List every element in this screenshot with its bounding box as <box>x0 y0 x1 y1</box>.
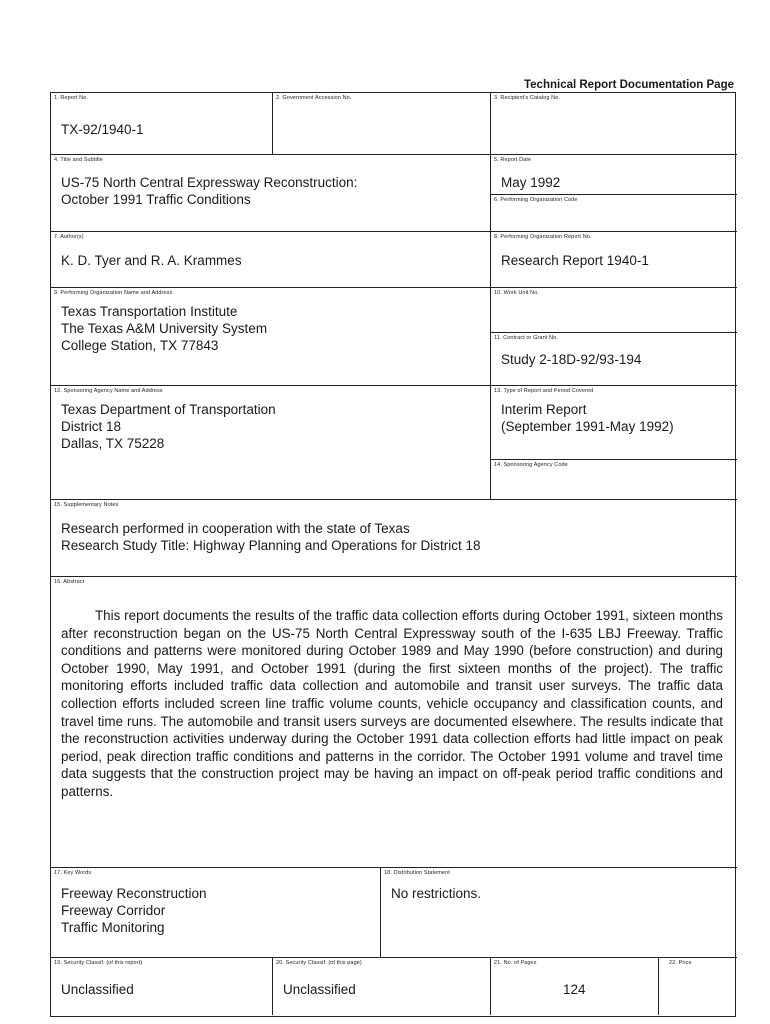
sponsor-label: 12. Sponsoring Agency Name and Address <box>54 388 163 394</box>
performing-org-field <box>51 288 491 386</box>
title-line: US-75 North Central Expressway Reconstruction: <box>61 175 358 190</box>
abstract-label: 16. Abstract <box>54 579 85 585</box>
performing-org-line: College Station, TX 77843 <box>61 338 219 353</box>
work-unit-label: 10. Work Unit No. <box>494 290 540 296</box>
contract-label: 11. Contract or Grant No. <box>494 335 558 341</box>
catalog-no-field <box>491 93 737 155</box>
authors-label: 7. Author(s) <box>54 234 84 240</box>
report-no-field <box>51 93 273 155</box>
org-report-no-label: 8. Performing Organization Report No. <box>494 234 592 240</box>
key-words-field <box>51 868 381 958</box>
abstract-text: This report documents the results of the traffic data collection efforts during October 1991, sixteen months after reconstruction began on the US-75 North Central Expressway south of the I-635 LBJ Freeway. Traffic conditions and patterns were monitored during October 1989 and May 1990 (before construction) and during October 1990, May 1991, and October 1991 (during the first sixteen months of the project). The traffic monitoring efforts included traffic data collection and automobile and transit user surveys. The traffic data collection efforts included screen line traffic volume counts, vehicle occupancy and classification counts, and travel time runs. The automobile and transit users surveys are documented elsewhere. The results indicate that the reconstruction activities underway during the October 1991 data collection efforts had little impact on peak period, peak direction traffic conditions and patterns in the corridor. The October 1991 volume and travel time data suggests that the construction project may be having an impact on off-peak period traffic conditions and patterns. <box>61 608 723 799</box>
security-report-field <box>51 958 273 1015</box>
sponsor-line: District 18 <box>61 419 122 434</box>
security-report-value: Unclassified <box>61 982 134 997</box>
performing-org-value <box>61 303 267 354</box>
key-word-item: Freeway Corridor <box>61 903 166 918</box>
report-date-label: 5. Report Date <box>494 157 532 163</box>
documentation-form <box>50 92 736 1017</box>
performing-org-line: Texas Transportation Institute <box>61 304 238 319</box>
org-report-no-field <box>491 232 737 288</box>
notes-value <box>61 520 480 554</box>
sponsor-line: Texas Department of Transportation <box>61 402 276 417</box>
report-type-line: Interim Report <box>501 402 587 417</box>
sponsor-field <box>51 386 491 500</box>
contract-value: Study 2-18D-92/93-194 <box>501 352 642 367</box>
report-date-field <box>491 155 737 195</box>
pages-label: 21. No. of Pages <box>494 960 537 966</box>
key-word-item: Freeway Reconstruction <box>61 886 207 901</box>
sponsor-line: Dallas, TX 75228 <box>61 436 165 451</box>
report-type-field <box>491 386 737 460</box>
security-report-label: 19. Security Classif. (of this report) <box>54 960 143 966</box>
distribution-value: No restrictions. <box>391 886 482 901</box>
abstract-field <box>51 577 737 868</box>
gov-accession-field <box>273 93 491 155</box>
key-word-item: Traffic Monitoring <box>61 920 165 935</box>
pages-field <box>491 958 659 1015</box>
sponsor-code-field <box>491 460 737 500</box>
pages-value: 124 <box>563 982 586 997</box>
key-words-value <box>61 885 207 936</box>
title-field <box>51 155 491 232</box>
security-page-value: Unclassified <box>283 982 356 997</box>
title-label: 4. Title and Subtitle <box>54 157 103 163</box>
notes-label: 15. Supplementary Notes <box>54 502 119 508</box>
security-page-field <box>273 958 491 1015</box>
report-no-value: TX-92/1940-1 <box>61 122 144 137</box>
contract-field <box>491 333 737 386</box>
report-date-value: May 1992 <box>501 175 561 190</box>
price-field <box>659 958 735 1015</box>
org-code-label: 6. Performing Organization Code <box>494 197 578 203</box>
report-type-line: (September 1991-May 1992) <box>501 419 674 434</box>
distribution-label: 18. Distribution Statement <box>384 870 450 876</box>
performing-org-label: 9. Performing Organization Name and Address <box>54 290 173 296</box>
notes-line: Research Study Title: Highway Planning and Operations for District 18 <box>61 538 481 553</box>
page-heading: Technical Report Documentation Page <box>523 79 734 91</box>
authors-value: K. D. Tyer and R. A. Krammes <box>61 253 242 268</box>
security-page-label: 20. Security Classif. (of this page) <box>276 960 362 966</box>
title-line: October 1991 Traffic Conditions <box>61 192 251 207</box>
notes-line: Research performed in cooperation with the state of Texas <box>61 521 410 536</box>
catalog-no-label: 3. Recipient's Catalog No. <box>494 95 561 101</box>
authors-field <box>51 232 491 288</box>
work-unit-field <box>491 288 737 333</box>
gov-accession-label: 2. Government Accession No. <box>276 95 352 101</box>
price-label: 22. Price <box>669 960 692 966</box>
performing-org-line: The Texas A&M University System <box>61 321 268 336</box>
sponsor-value <box>61 401 276 452</box>
org-code-field <box>491 195 737 232</box>
key-words-label: 17. Key Words <box>54 870 92 876</box>
report-type-label: 13. Type of Report and Period Covered <box>494 388 594 394</box>
notes-field <box>51 500 737 577</box>
report-type-value <box>501 401 674 435</box>
org-report-no-value: Research Report 1940-1 <box>501 253 649 268</box>
title-value <box>61 174 357 208</box>
distribution-field <box>381 868 737 958</box>
sponsor-code-label: 14. Sponsoring Agency Code <box>494 462 568 468</box>
report-no-label: 1. Report No. <box>54 95 89 101</box>
